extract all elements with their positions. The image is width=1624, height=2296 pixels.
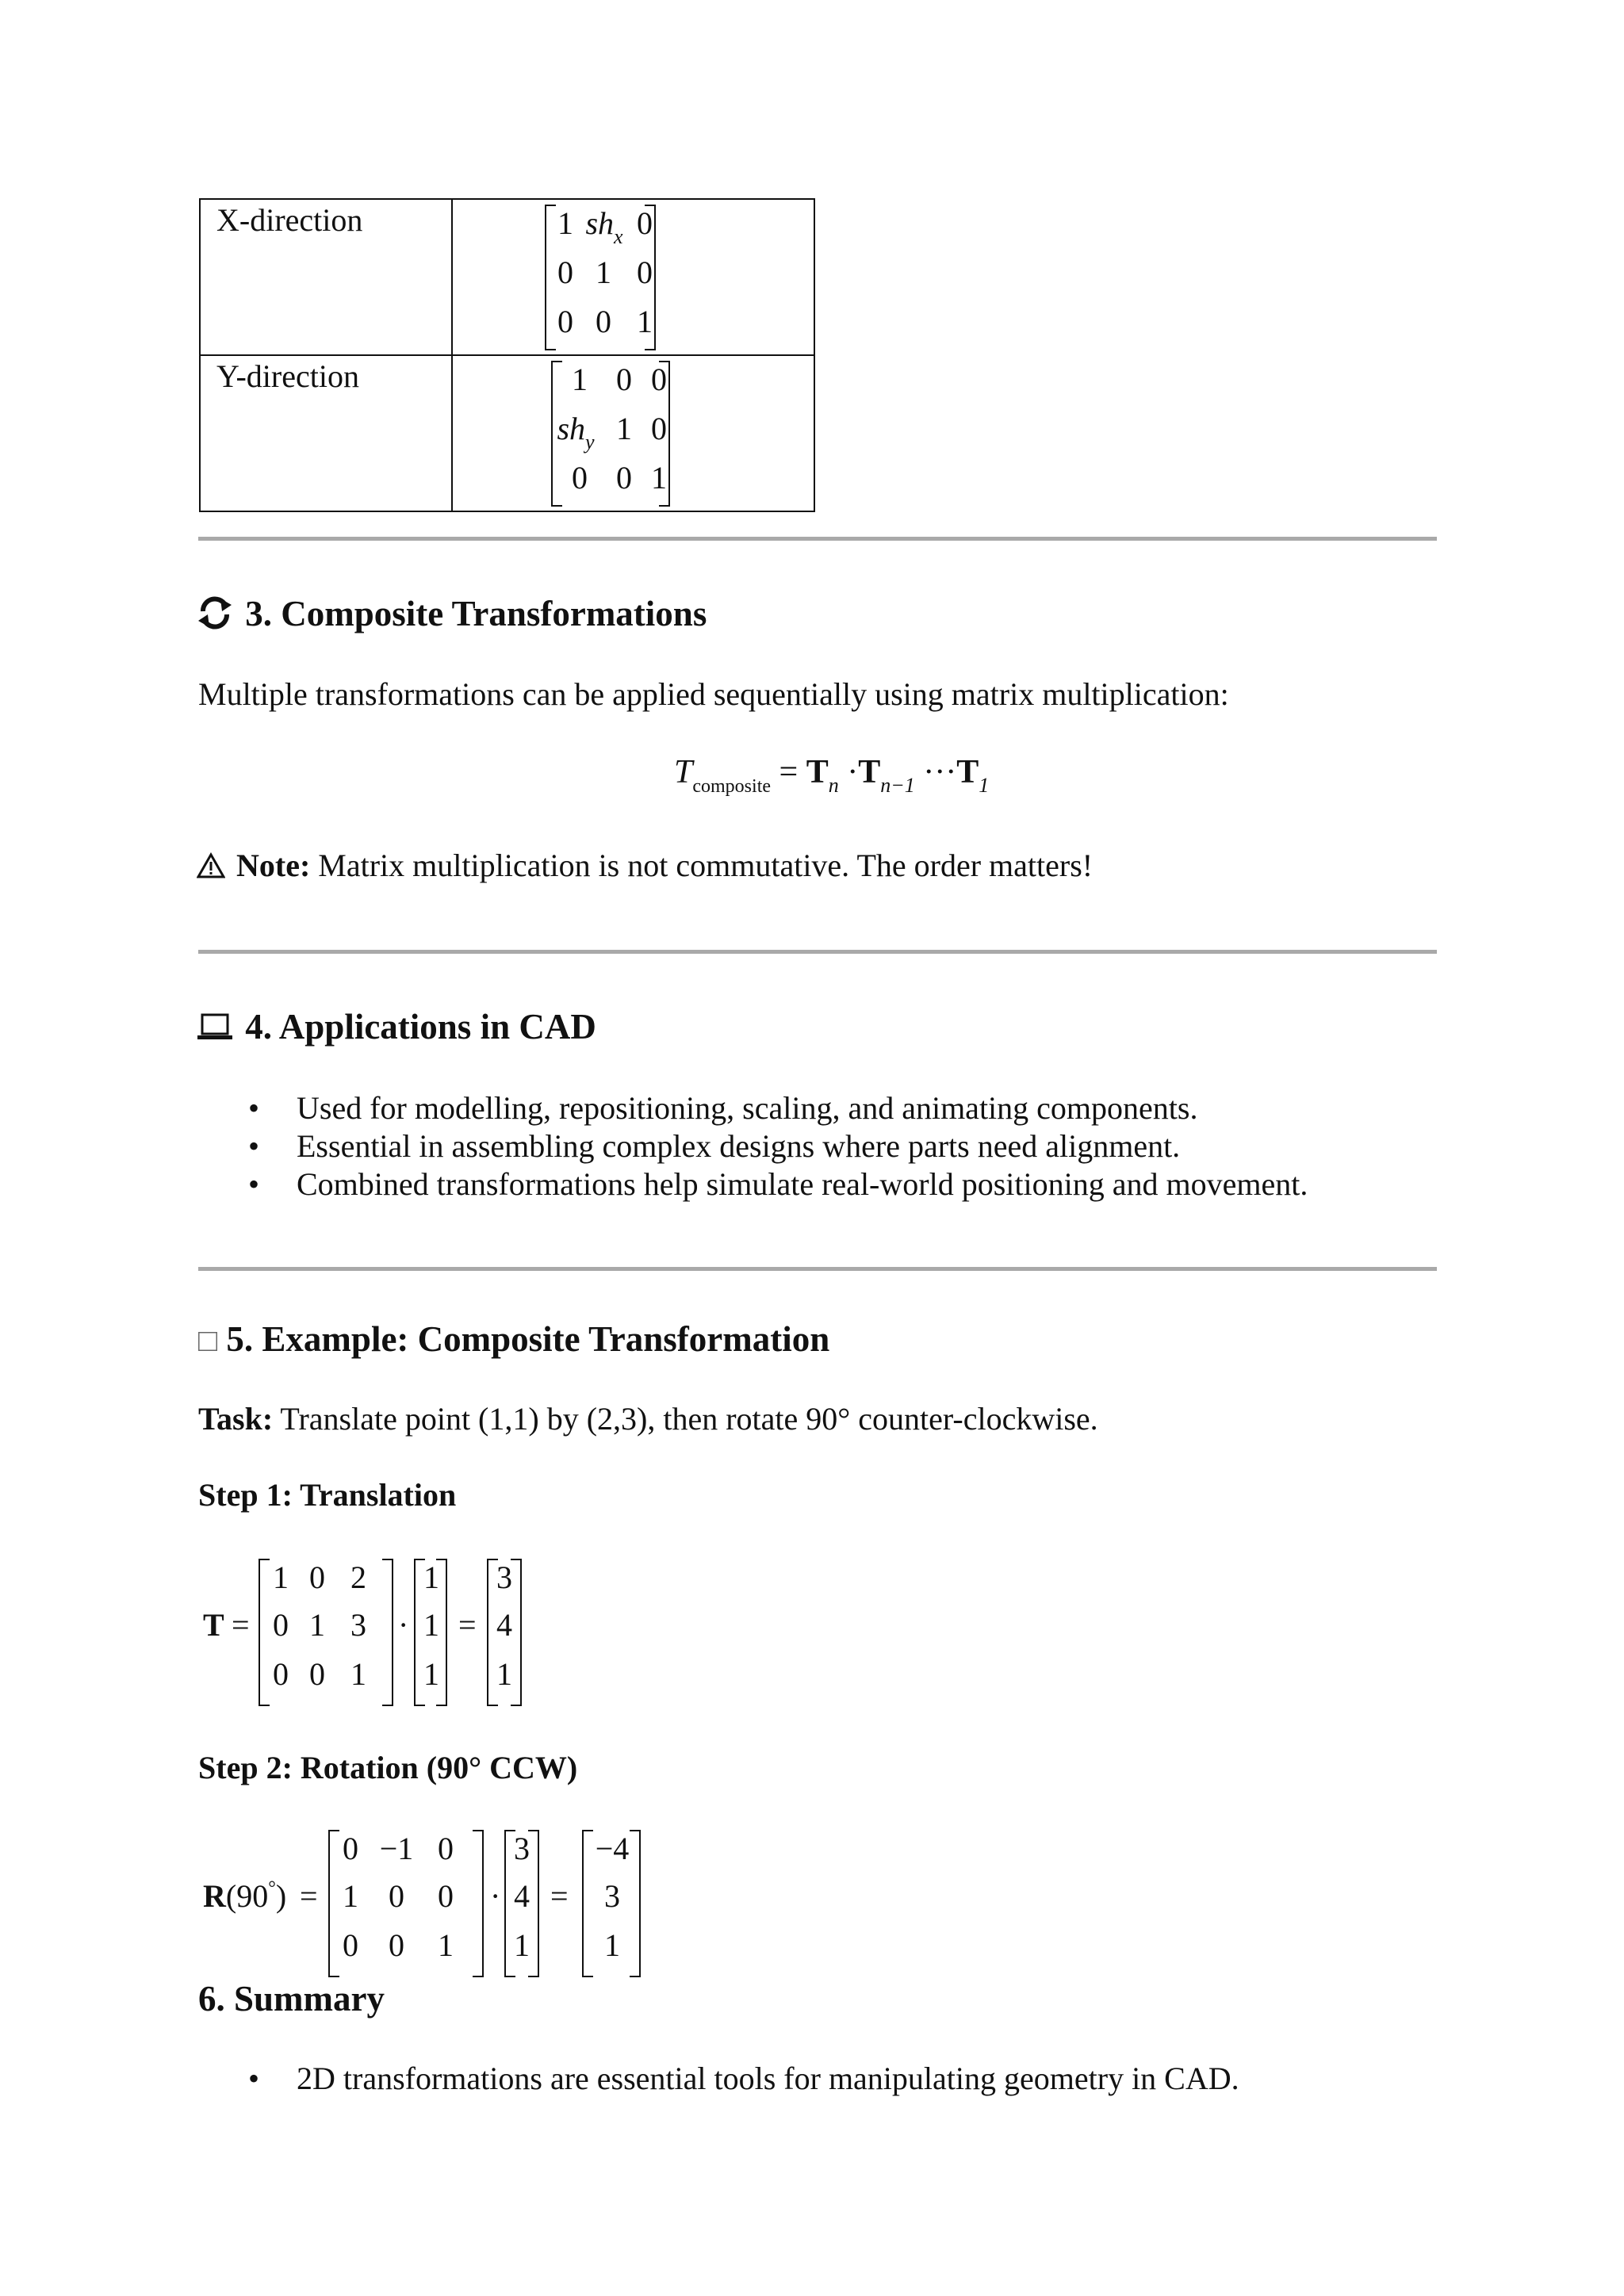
matrix-cell: 1 xyxy=(423,1656,439,1692)
section-5-heading: □ 5. Example: Composite Transformation xyxy=(198,1319,830,1359)
matrix-cell: 1 xyxy=(596,254,611,290)
bullet: • xyxy=(248,1128,260,1164)
y-direction-label: Y-direction xyxy=(216,358,359,394)
equals-sign: = xyxy=(458,1607,477,1643)
x-shear-matrix xyxy=(545,205,656,350)
matrix-cell: 0 xyxy=(637,205,653,241)
matrix-cell: −4 xyxy=(595,1831,630,1866)
matrix-cell: 0 xyxy=(596,304,611,339)
matrix-cell: 0 xyxy=(273,1607,289,1643)
matrix-cell: 0 xyxy=(389,1878,404,1914)
task-line: Task: Translate point (1,1) by (2,3), then rotate 90° counter-clockwise. xyxy=(198,1401,1098,1437)
matrix-cell: 3 xyxy=(604,1878,620,1914)
y-shear-matrix xyxy=(551,361,670,507)
matrix-cell: 0 xyxy=(572,460,588,496)
matrix-cell: $sh_x$ xyxy=(585,205,623,248)
table-cell-matrix xyxy=(452,199,814,355)
bullet: • xyxy=(248,1166,260,1202)
matrix-cell: −1 xyxy=(379,1831,414,1866)
equals-sign: = xyxy=(300,1878,318,1914)
matrix-cell: 1 xyxy=(604,1927,620,1963)
matrix-cell: 1 xyxy=(423,1559,439,1595)
matrix-cell: 0 xyxy=(389,1927,404,1963)
section-3-intro: Multiple transformations can be applied sequentially using matrix multiplication: xyxy=(198,676,1229,712)
matrix-cell: 0 xyxy=(616,460,632,496)
matrix-cell: 0 xyxy=(273,1656,289,1692)
section-3-heading: 3. Composite Transformations xyxy=(197,592,707,640)
point-vector xyxy=(504,1830,539,1977)
matrix-cell: 0 xyxy=(557,254,573,290)
point-vector xyxy=(414,1559,447,1706)
matrix-cell: 0 xyxy=(309,1559,325,1595)
matrix-cell: 0 xyxy=(616,362,632,397)
table-cell-label xyxy=(200,355,452,511)
matrix-cell: 1 xyxy=(514,1927,530,1963)
composite-formula: $T_{composite} = T_n \cdot T_{n-1} \cdot\cdot\cdot T_1$ xyxy=(674,754,990,797)
step-1-title: Step 1: Translation xyxy=(198,1477,457,1513)
note-line: Note: Matrix multiplication is not commutative. The order matters! xyxy=(197,847,1093,888)
translation-equation xyxy=(198,1559,547,1706)
section-divider xyxy=(198,950,1437,954)
section-4-heading: 4. Applications in CAD xyxy=(197,1005,596,1051)
matrix-cell: 1 xyxy=(343,1878,358,1914)
matrix-cell: 1 xyxy=(651,460,667,496)
matrix-cell: 4 xyxy=(514,1878,530,1914)
equals-sign: = xyxy=(550,1878,569,1914)
matrix-cell: 0 xyxy=(557,304,573,339)
matrix-cell: 4 xyxy=(496,1607,512,1643)
matrix-cell: 0 xyxy=(438,1831,454,1866)
matrix-cell: 0 xyxy=(343,1927,358,1963)
dot-operator: · xyxy=(490,1878,501,1914)
x-direction-label: X-direction xyxy=(216,202,363,238)
table-cell-label xyxy=(200,199,452,355)
matrix-cell: 2 xyxy=(350,1559,366,1595)
table-row xyxy=(200,199,814,355)
matrix-cell: 0 xyxy=(343,1831,358,1866)
matrix-cell: 1 xyxy=(496,1656,512,1692)
section-divider xyxy=(198,1267,1437,1271)
matrix-cell: 0 xyxy=(651,362,667,397)
matrix-cell: 0 xyxy=(637,254,653,290)
section-6-heading: 6. Summary xyxy=(198,1979,385,2019)
matrix-cell: 0 xyxy=(438,1878,454,1914)
matrix-cell: 1 xyxy=(572,362,588,397)
rotation-symbol: R(90°) xyxy=(203,1878,287,1914)
result-vector xyxy=(582,1830,641,1977)
matrix-cell: 1 xyxy=(637,304,653,339)
matrix-cell: 3 xyxy=(350,1607,366,1643)
rotation-matrix xyxy=(328,1830,484,1977)
equals-sign: = xyxy=(232,1607,250,1643)
table-row xyxy=(200,355,814,511)
list-item: Used for modelling, repositioning, scaling, and animating components. xyxy=(297,1090,1198,1126)
warning-icon xyxy=(197,850,228,888)
matrix-cell: 1 xyxy=(350,1656,366,1692)
matrix-symbol: T xyxy=(203,1607,224,1643)
table-cell-matrix xyxy=(452,355,814,511)
laptop-icon xyxy=(197,1008,236,1051)
list-item: Essential in assembling complex designs where parts need alignment. xyxy=(297,1128,1181,1164)
translation-matrix xyxy=(259,1559,393,1706)
rotation-equation xyxy=(198,1830,674,1977)
matrix-cell: 3 xyxy=(514,1831,530,1866)
matrix-cell: 1 xyxy=(309,1607,325,1643)
matrix-cell: 1 xyxy=(438,1927,454,1963)
matrix-bracket-right xyxy=(473,1830,484,1977)
bullet: • xyxy=(248,2061,260,2096)
list-item: Combined transformations help simulate real-world positioning and movement. xyxy=(297,1166,1308,1202)
matrix-cell: 1 xyxy=(616,411,632,446)
result-vector xyxy=(487,1559,522,1706)
missing-glyph-icon: □ xyxy=(198,1322,218,1358)
matrix-cell: 1 xyxy=(273,1559,289,1595)
matrix-cell: 1 xyxy=(557,205,573,241)
step-2-title: Step 2: Rotation (90° CCW) xyxy=(198,1750,578,1785)
shear-matrix-table xyxy=(199,198,815,512)
matrix-cell: 0 xyxy=(651,411,667,446)
dot-operator: · xyxy=(398,1607,409,1643)
list-item: 2D transformations are essential tools for manipulating geometry in CAD. xyxy=(297,2061,1239,2096)
matrix-cell: $sh_y$ xyxy=(557,411,595,453)
matrix-bracket-right xyxy=(382,1559,393,1706)
matrix-cell: 3 xyxy=(496,1559,512,1595)
matrix-cell: 1 xyxy=(423,1607,439,1643)
bullet: • xyxy=(248,1090,260,1126)
section-divider xyxy=(198,537,1437,541)
matrix-cell: 0 xyxy=(309,1656,325,1692)
refresh-icon xyxy=(197,595,236,640)
